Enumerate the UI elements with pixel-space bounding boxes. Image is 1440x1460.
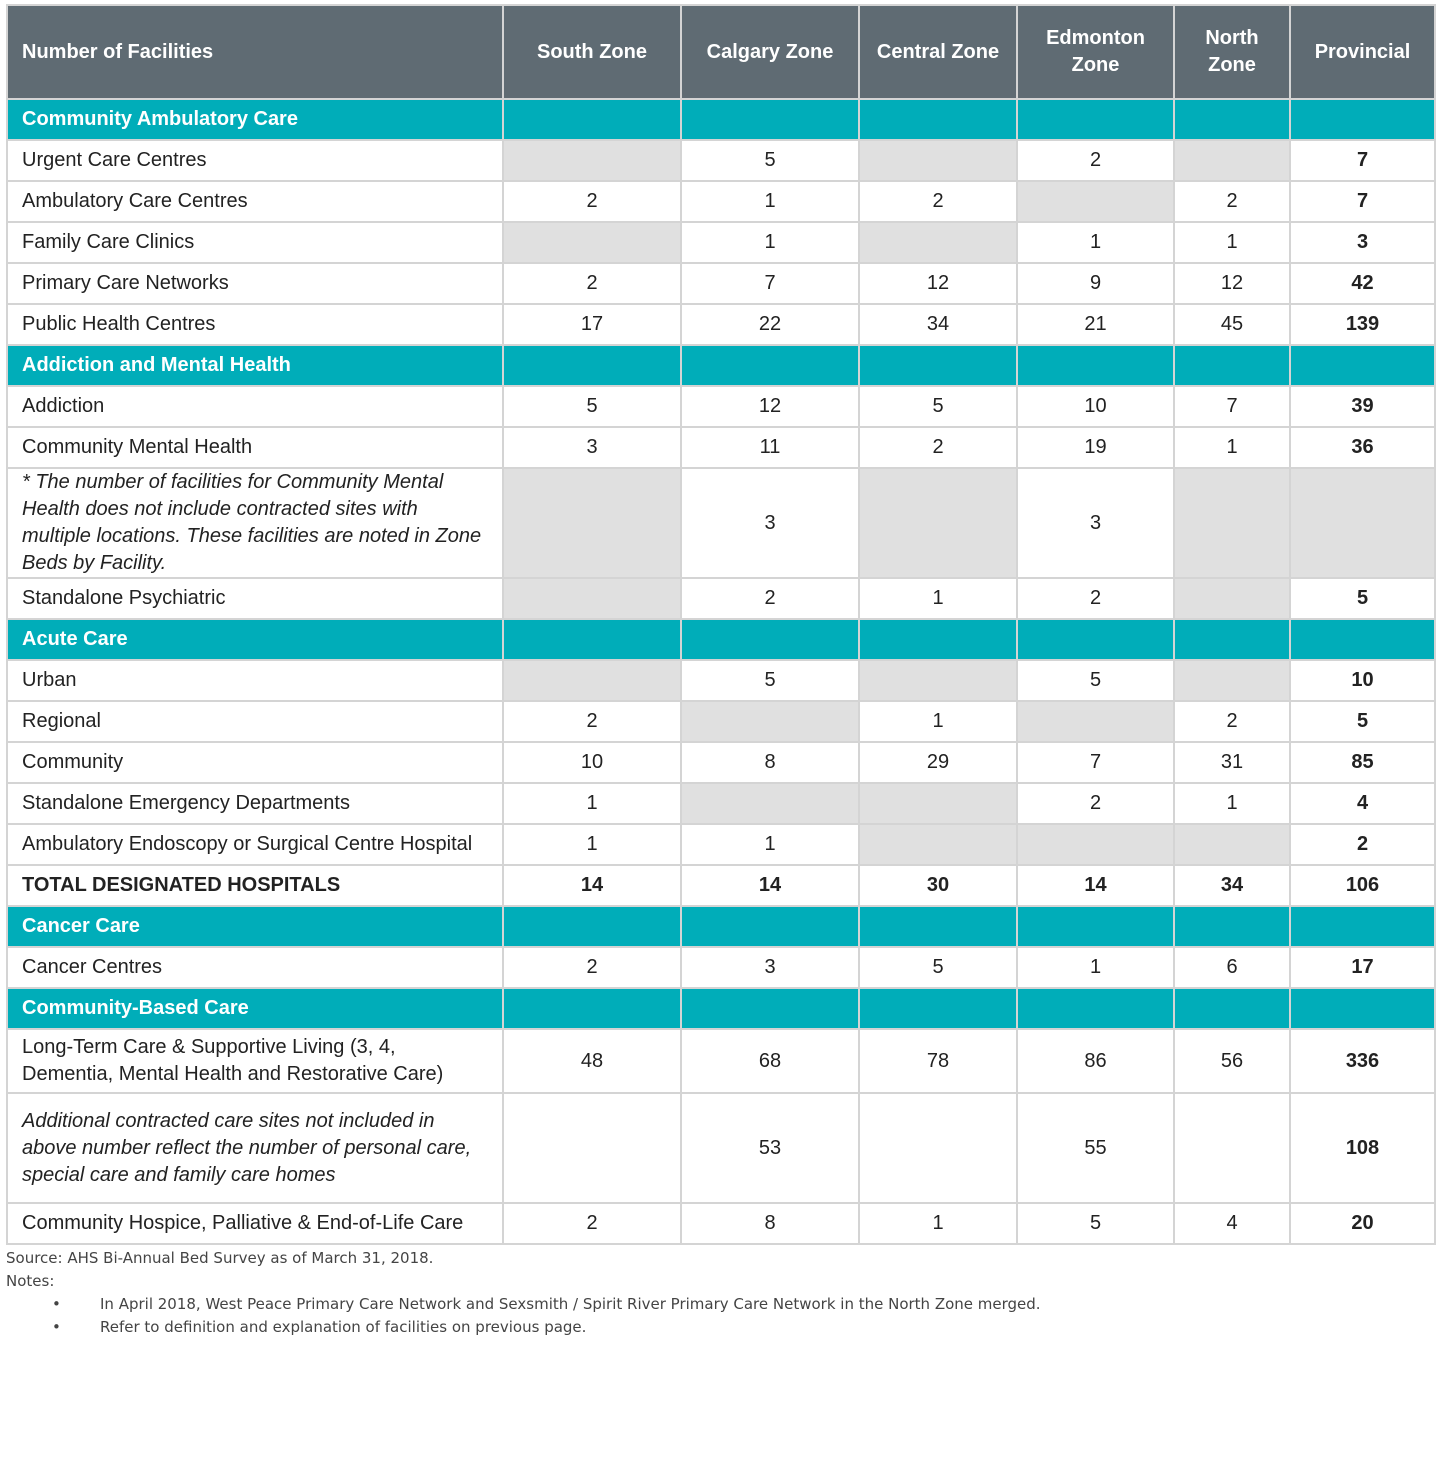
cell-south-zone: 2 <box>503 1203 681 1244</box>
cell-central-zone: 30 <box>859 865 1017 906</box>
row-label: TOTAL DESIGNATED HOSPITALS <box>7 865 503 906</box>
cell-south-zone <box>503 222 681 263</box>
section-header-cell <box>1290 619 1435 660</box>
cell-north-zone: 6 <box>1174 947 1290 988</box>
cell-north-zone: 1 <box>1174 783 1290 824</box>
cell-edmonton-zone: 1 <box>1017 222 1174 263</box>
cell-provincial: 2 <box>1290 824 1435 865</box>
cell-south-zone: 1 <box>503 783 681 824</box>
cell-central-zone <box>859 660 1017 701</box>
section-header-cell <box>1017 619 1174 660</box>
cell-provincial: 85 <box>1290 742 1435 783</box>
section-header-cell <box>1017 99 1174 140</box>
cell-central-zone: 1 <box>859 1203 1017 1244</box>
cell-provincial: 7 <box>1290 140 1435 181</box>
cell-calgary-zone <box>681 701 859 742</box>
section-header-cell <box>681 99 859 140</box>
row-label: Public Health Centres <box>7 304 503 345</box>
cell-calgary-zone <box>681 783 859 824</box>
cell-edmonton-zone: 2 <box>1017 578 1174 619</box>
cell-north-zone: 1 <box>1174 222 1290 263</box>
cell-provincial: 3 <box>1290 222 1435 263</box>
table-row <box>7 222 1435 263</box>
cell-north-zone: 2 <box>1174 181 1290 222</box>
header-facilities: Number of Facilities <box>7 5 503 99</box>
cell-edmonton-zone <box>1017 701 1174 742</box>
section-header-row <box>7 99 1435 140</box>
section-header-cell <box>1290 345 1435 386</box>
section-header-cell <box>1290 988 1435 1029</box>
table-row <box>7 742 1435 783</box>
cell-central-zone <box>859 824 1017 865</box>
cell-edmonton-zone: 9 <box>1017 263 1174 304</box>
section-header-cell <box>1017 345 1174 386</box>
table-row <box>7 947 1435 988</box>
section-header-cell <box>1174 988 1290 1029</box>
table-row <box>7 263 1435 304</box>
notes-list <box>6 1293 1434 1339</box>
cell-calgary-zone: 68 <box>681 1029 859 1093</box>
cell-central-zone <box>859 1093 1017 1203</box>
cell-central-zone: 2 <box>859 427 1017 468</box>
cell-south-zone: 17 <box>503 304 681 345</box>
section-header-cell <box>1174 619 1290 660</box>
note-item <box>52 1316 1434 1339</box>
cell-provincial: 106 <box>1290 865 1435 906</box>
section-header-cell <box>1290 99 1435 140</box>
cell-south-zone: 48 <box>503 1029 681 1093</box>
section-title: Addiction and Mental Health <box>7 345 503 386</box>
cell-central-zone <box>859 222 1017 263</box>
cell-calgary-zone: 11 <box>681 427 859 468</box>
cell-edmonton-zone: 21 <box>1017 304 1174 345</box>
section-header-cell <box>859 619 1017 660</box>
table-footer <box>6 1247 1434 1339</box>
cell-edmonton-zone: 5 <box>1017 1203 1174 1244</box>
cell-south-zone <box>503 660 681 701</box>
table-row <box>7 181 1435 222</box>
cell-central-zone <box>859 468 1017 578</box>
cell-north-zone <box>1174 824 1290 865</box>
section-header-cell <box>1017 906 1174 947</box>
table-row <box>7 1029 1435 1093</box>
cell-north-zone <box>1174 1093 1290 1203</box>
cell-central-zone: 78 <box>859 1029 1017 1093</box>
bullet-icon: • <box>52 1318 61 1336</box>
cell-central-zone: 29 <box>859 742 1017 783</box>
cell-north-zone: 7 <box>1174 386 1290 427</box>
header-calgary-zone: Calgary Zone <box>681 5 859 99</box>
row-label: * The number of facilities for Community Mental Health does not include contracted sites with multiple locations. These facilities are noted in Zone Beds by Facility. <box>7 468 503 578</box>
cell-provincial: 17 <box>1290 947 1435 988</box>
cell-south-zone: 2 <box>503 181 681 222</box>
table-row <box>7 783 1435 824</box>
cell-edmonton-zone: 2 <box>1017 783 1174 824</box>
table-row <box>7 578 1435 619</box>
section-header-cell <box>681 345 859 386</box>
section-header-cell <box>1017 988 1174 1029</box>
table-row <box>7 660 1435 701</box>
cell-calgary-zone: 12 <box>681 386 859 427</box>
cell-south-zone: 1 <box>503 824 681 865</box>
table-row <box>7 824 1435 865</box>
cell-central-zone <box>859 140 1017 181</box>
row-label: Community <box>7 742 503 783</box>
cell-calgary-zone: 8 <box>681 1203 859 1244</box>
cell-edmonton-zone: 10 <box>1017 386 1174 427</box>
facilities-document <box>6 4 1434 1339</box>
row-label: Community Mental Health <box>7 427 503 468</box>
section-header-cell <box>681 988 859 1029</box>
cell-central-zone: 5 <box>859 947 1017 988</box>
cell-calgary-zone: 3 <box>681 947 859 988</box>
section-title: Acute Care <box>7 619 503 660</box>
section-header-row <box>7 988 1435 1029</box>
table-row <box>7 427 1435 468</box>
cell-edmonton-zone: 19 <box>1017 427 1174 468</box>
cell-south-zone <box>503 140 681 181</box>
section-header-row <box>7 619 1435 660</box>
cell-central-zone: 1 <box>859 701 1017 742</box>
header-north-zone: North Zone <box>1174 5 1290 99</box>
cell-provincial: 5 <box>1290 701 1435 742</box>
cell-provincial: 10 <box>1290 660 1435 701</box>
bullet-icon: • <box>52 1295 61 1313</box>
table-row <box>7 701 1435 742</box>
cell-calgary-zone: 7 <box>681 263 859 304</box>
table-row <box>7 304 1435 345</box>
cell-provincial: 4 <box>1290 783 1435 824</box>
table-header-row <box>7 5 1435 99</box>
cell-south-zone <box>503 578 681 619</box>
cell-central-zone <box>859 783 1017 824</box>
section-header-cell <box>503 988 681 1029</box>
section-header-cell <box>1290 906 1435 947</box>
cell-south-zone: 2 <box>503 947 681 988</box>
section-header-cell <box>503 619 681 660</box>
facilities-table <box>6 4 1436 1245</box>
row-label: Cancer Centres <box>7 947 503 988</box>
section-header-cell <box>1174 906 1290 947</box>
cell-provincial: 336 <box>1290 1029 1435 1093</box>
cell-edmonton-zone: 5 <box>1017 660 1174 701</box>
cell-north-zone: 2 <box>1174 701 1290 742</box>
row-label: Additional contracted care sites not included in above number reflect the number of personal care, special care and family care homes <box>7 1093 503 1203</box>
cell-edmonton-zone: 2 <box>1017 140 1174 181</box>
header-south-zone: South Zone <box>503 5 681 99</box>
cell-south-zone <box>503 468 681 578</box>
table-row <box>7 468 1435 578</box>
section-header-cell <box>681 906 859 947</box>
table-row <box>7 140 1435 181</box>
table-row <box>7 386 1435 427</box>
row-label: Ambulatory Care Centres <box>7 181 503 222</box>
table-row <box>7 1203 1435 1244</box>
cell-north-zone <box>1174 468 1290 578</box>
cell-central-zone: 1 <box>859 578 1017 619</box>
cell-provincial: 39 <box>1290 386 1435 427</box>
note-text: In April 2018, West Peace Primary Care Network and Sexsmith / Spirit River Primary Care Network in the North Zone merged. <box>100 1295 1041 1313</box>
cell-provincial: 5 <box>1290 578 1435 619</box>
cell-north-zone <box>1174 578 1290 619</box>
notes-label: Notes: <box>6 1272 55 1290</box>
row-label: Addiction <box>7 386 503 427</box>
cell-central-zone: 2 <box>859 181 1017 222</box>
cell-south-zone <box>503 1093 681 1203</box>
cell-provincial: 139 <box>1290 304 1435 345</box>
cell-central-zone: 12 <box>859 263 1017 304</box>
section-header-cell <box>503 99 681 140</box>
cell-north-zone: 34 <box>1174 865 1290 906</box>
section-header-cell <box>681 619 859 660</box>
cell-edmonton-zone: 14 <box>1017 865 1174 906</box>
cell-edmonton-zone: 86 <box>1017 1029 1174 1093</box>
cell-south-zone: 10 <box>503 742 681 783</box>
cell-north-zone <box>1174 140 1290 181</box>
cell-south-zone: 5 <box>503 386 681 427</box>
section-header-cell <box>1174 345 1290 386</box>
cell-north-zone: 12 <box>1174 263 1290 304</box>
cell-central-zone: 34 <box>859 304 1017 345</box>
cell-calgary-zone: 1 <box>681 824 859 865</box>
row-label: Long-Term Care & Supportive Living (3, 4, Dementia, Mental Health and Restorative Care) <box>7 1029 503 1093</box>
cell-central-zone: 5 <box>859 386 1017 427</box>
section-title: Cancer Care <box>7 906 503 947</box>
row-label: Urgent Care Centres <box>7 140 503 181</box>
cell-provincial: 42 <box>1290 263 1435 304</box>
row-label: Family Care Clinics <box>7 222 503 263</box>
note-text: Refer to definition and explanation of facilities on previous page. <box>100 1318 587 1336</box>
source-note: Source: AHS Bi-Annual Bed Survey as of March 31, 2018. <box>6 1249 434 1267</box>
section-header-cell <box>503 906 681 947</box>
row-label: Regional <box>7 701 503 742</box>
section-title: Community Ambulatory Care <box>7 99 503 140</box>
cell-edmonton-zone: 7 <box>1017 742 1174 783</box>
row-label: Community Hospice, Palliative & End-of-Life Care <box>7 1203 503 1244</box>
cell-north-zone <box>1174 660 1290 701</box>
row-label: Ambulatory Endoscopy or Surgical Centre Hospital <box>7 824 503 865</box>
cell-south-zone: 2 <box>503 263 681 304</box>
row-label: Urban <box>7 660 503 701</box>
cell-north-zone: 1 <box>1174 427 1290 468</box>
section-header-cell <box>859 988 1017 1029</box>
row-label: Standalone Psychiatric <box>7 578 503 619</box>
cell-edmonton-zone: 3 <box>1017 468 1174 578</box>
cell-south-zone: 3 <box>503 427 681 468</box>
cell-calgary-zone: 14 <box>681 865 859 906</box>
cell-south-zone: 14 <box>503 865 681 906</box>
cell-north-zone: 56 <box>1174 1029 1290 1093</box>
section-header-row <box>7 906 1435 947</box>
section-header-cell <box>503 345 681 386</box>
header-provincial: Provincial <box>1290 5 1435 99</box>
section-header-cell <box>859 906 1017 947</box>
header-central-zone: Central Zone <box>859 5 1017 99</box>
cell-calgary-zone: 1 <box>681 222 859 263</box>
cell-calgary-zone: 1 <box>681 181 859 222</box>
cell-calgary-zone: 3 <box>681 468 859 578</box>
cell-provincial: 36 <box>1290 427 1435 468</box>
cell-calgary-zone: 8 <box>681 742 859 783</box>
cell-north-zone: 4 <box>1174 1203 1290 1244</box>
cell-calgary-zone: 53 <box>681 1093 859 1203</box>
section-title: Community-Based Care <box>7 988 503 1029</box>
header-edmonton-zone: Edmonton Zone <box>1017 5 1174 99</box>
cell-calgary-zone: 2 <box>681 578 859 619</box>
section-header-cell <box>859 99 1017 140</box>
cell-north-zone: 45 <box>1174 304 1290 345</box>
table-row <box>7 1093 1435 1203</box>
note-item <box>52 1293 1434 1316</box>
cell-provincial: 20 <box>1290 1203 1435 1244</box>
cell-edmonton-zone <box>1017 181 1174 222</box>
cell-calgary-zone: 5 <box>681 140 859 181</box>
cell-calgary-zone: 22 <box>681 304 859 345</box>
section-header-cell <box>859 345 1017 386</box>
cell-calgary-zone: 5 <box>681 660 859 701</box>
section-header-cell <box>1174 99 1290 140</box>
cell-edmonton-zone: 55 <box>1017 1093 1174 1203</box>
cell-provincial: 7 <box>1290 181 1435 222</box>
table-row <box>7 865 1435 906</box>
row-label: Standalone Emergency Departments <box>7 783 503 824</box>
cell-provincial: 108 <box>1290 1093 1435 1203</box>
table-body <box>7 99 1435 1244</box>
section-header-row <box>7 345 1435 386</box>
cell-edmonton-zone: 1 <box>1017 947 1174 988</box>
cell-edmonton-zone <box>1017 824 1174 865</box>
cell-provincial <box>1290 468 1435 578</box>
row-label: Primary Care Networks <box>7 263 503 304</box>
cell-north-zone: 31 <box>1174 742 1290 783</box>
cell-south-zone: 2 <box>503 701 681 742</box>
